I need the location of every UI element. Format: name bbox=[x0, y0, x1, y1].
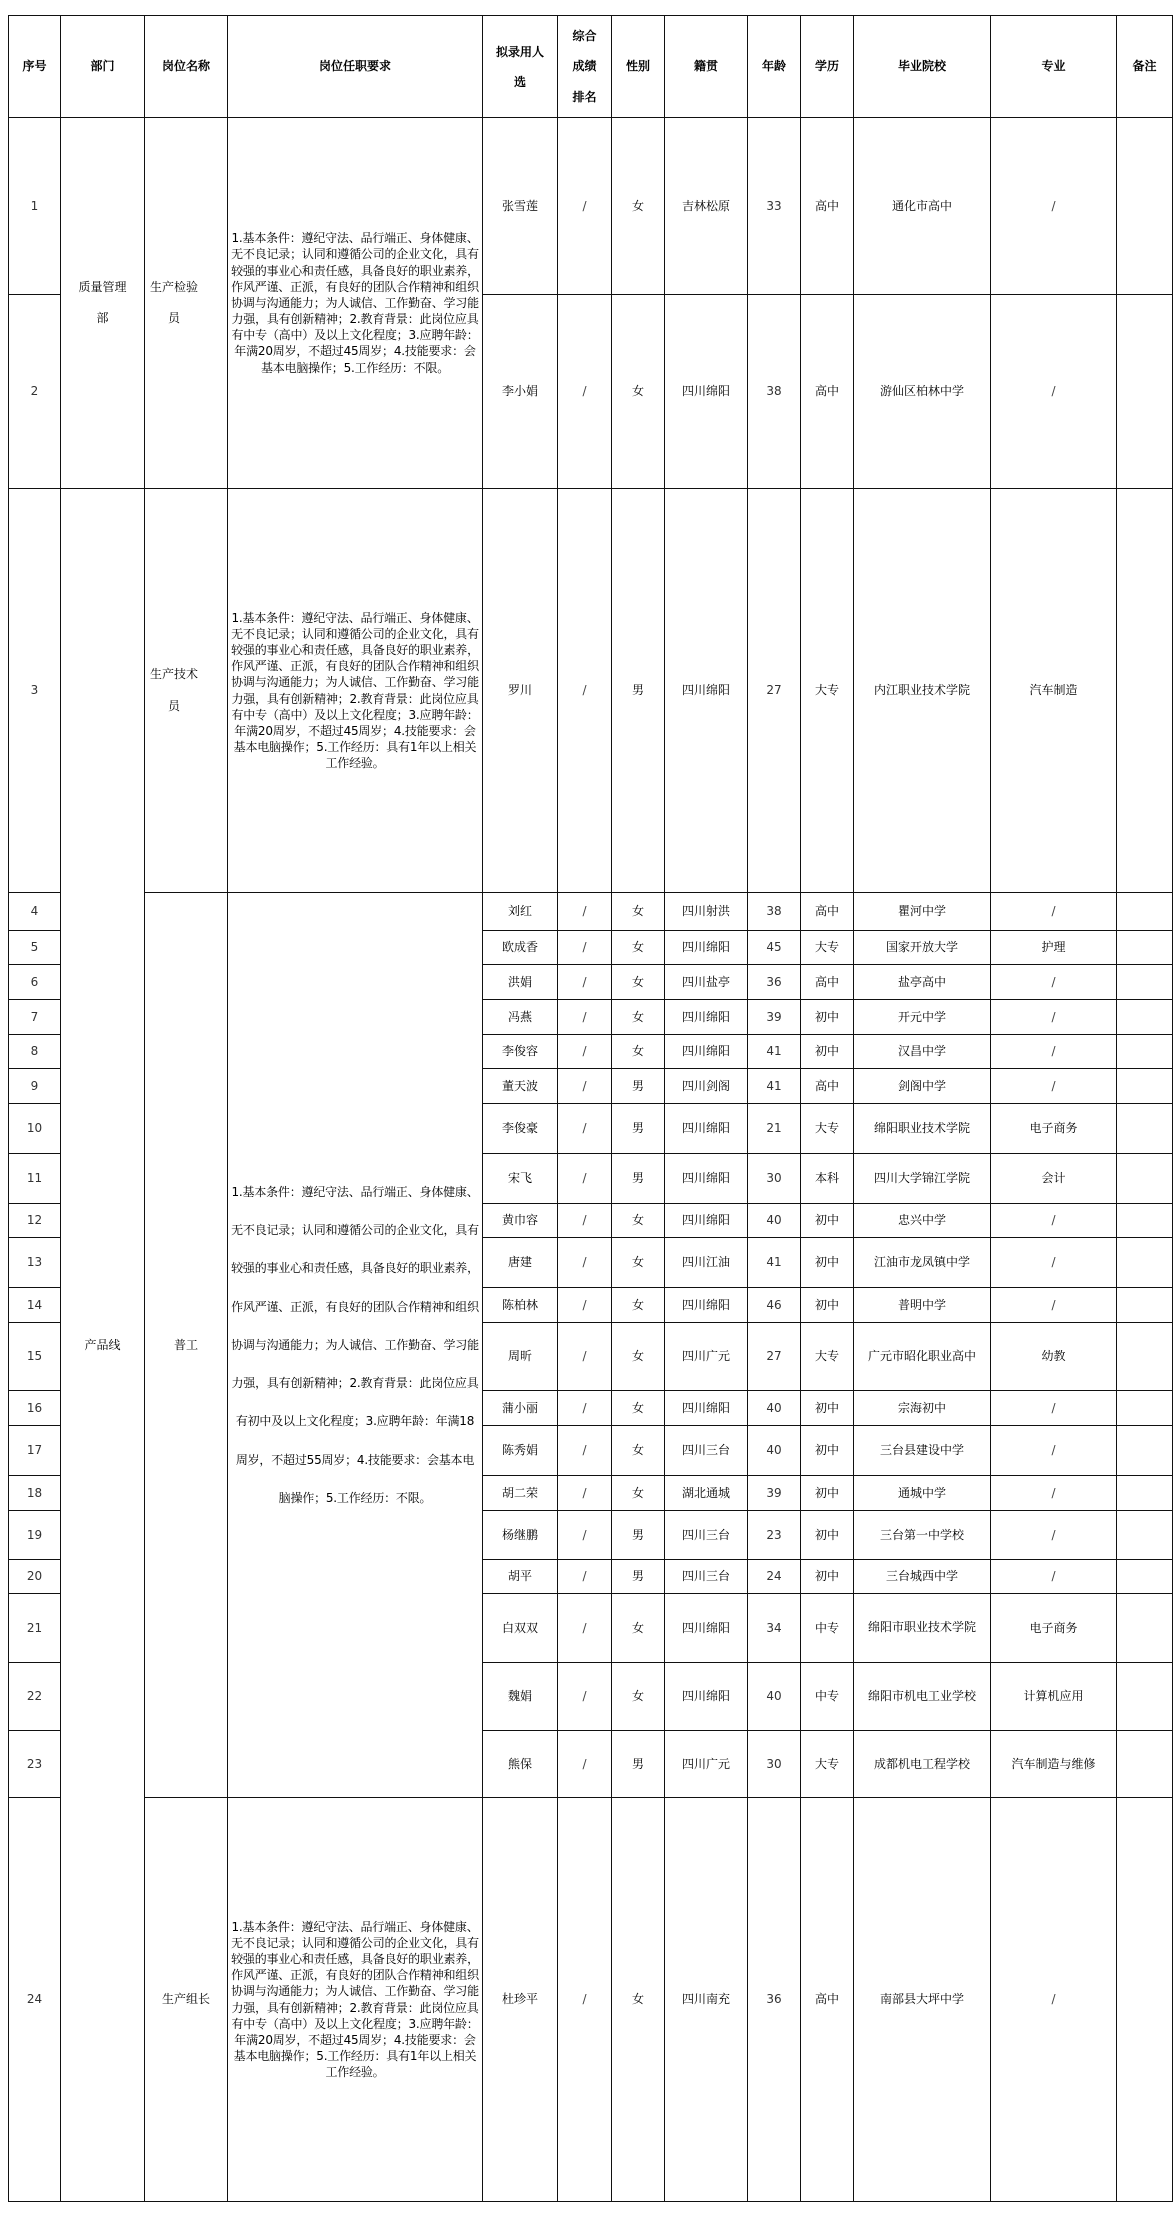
candidate-name: 洪娟 bbox=[483, 965, 558, 1000]
education-cell: 初中 bbox=[801, 1560, 854, 1594]
gender-cell: 男 bbox=[612, 489, 665, 893]
col-header-rank-line: 排名 bbox=[572, 89, 597, 104]
table-row bbox=[9, 118, 1173, 295]
rank-cell: / bbox=[558, 1594, 612, 1663]
school-cell bbox=[854, 1663, 991, 1731]
origin-cell: 四川广元 bbox=[665, 1323, 748, 1391]
seq-cell: 24 bbox=[9, 1798, 61, 2202]
candidate-name: 唐建 bbox=[483, 1238, 558, 1288]
remarks-cell bbox=[1117, 1663, 1173, 1731]
origin-cell: 四川南充 bbox=[665, 1798, 748, 2202]
origin-cell: 四川绵阳 bbox=[665, 1391, 748, 1426]
major-cell: 汽车制造 bbox=[991, 489, 1117, 893]
candidate-name: 黄巾容 bbox=[483, 1204, 558, 1238]
seq-cell: 11 bbox=[9, 1154, 61, 1204]
rank-cell: / bbox=[558, 1288, 612, 1323]
remarks-cell bbox=[1117, 118, 1173, 295]
remarks-cell bbox=[1117, 1798, 1173, 2202]
education-cell: 初中 bbox=[801, 1511, 854, 1560]
origin-cell: 四川江油 bbox=[665, 1238, 748, 1288]
col-header-education: 学历 bbox=[801, 16, 854, 118]
candidate-name: 白双双 bbox=[483, 1594, 558, 1663]
col-header-remarks: 备注 bbox=[1117, 16, 1173, 118]
age-cell: 36 bbox=[748, 965, 801, 1000]
age-cell: 33 bbox=[748, 118, 801, 295]
major-cell: / bbox=[991, 1560, 1117, 1594]
education-cell: 大专 bbox=[801, 489, 854, 893]
school-cell: 瞿河中学 bbox=[854, 893, 991, 931]
candidate-name: 周昕 bbox=[483, 1323, 558, 1391]
candidate-name: 刘红 bbox=[483, 893, 558, 931]
education-cell: 初中 bbox=[801, 1288, 854, 1323]
dept-cell-quality bbox=[61, 118, 145, 489]
origin-cell: 四川绵阳 bbox=[665, 1288, 748, 1323]
dept-label: 质量管理部 bbox=[78, 279, 127, 325]
seq-cell: 2 bbox=[9, 295, 61, 489]
rank-cell: / bbox=[558, 1663, 612, 1731]
requirements-cell-general-worker: 1.基本条件：遵纪守法、品行端正、身体健康、无不良记录；认同和遵循公司的企业文化，具有较强的事业心和责任感，具备良好的职业素养，作风严谨、正派，有良好的团队合作精神和组织协调与沟通能力；为人诚信、工作勤奋、学习能力强，具有创新精神；2.教育背景：此岗位应具有初中及以上文化程度；3.应聘年龄：年满18周岁，不超过55周岁；4.技能要求：会基本电脑操作；5.工作经历：不限。 bbox=[228, 893, 483, 1798]
remarks-cell bbox=[1117, 1560, 1173, 1594]
school-cell: 游仙区柏林中学 bbox=[854, 295, 991, 489]
age-cell: 27 bbox=[748, 1323, 801, 1391]
major-cell: 电子商务 bbox=[991, 1594, 1117, 1663]
seq-cell: 8 bbox=[9, 1035, 61, 1069]
candidate-name: 陈秀娟 bbox=[483, 1426, 558, 1476]
origin-cell: 四川广元 bbox=[665, 1731, 748, 1798]
origin-cell: 四川射洪 bbox=[665, 893, 748, 931]
col-header-major: 专业 bbox=[991, 16, 1117, 118]
hiring-roster-table bbox=[8, 15, 1173, 2202]
age-cell: 39 bbox=[748, 1476, 801, 1511]
gender-cell: 女 bbox=[612, 1476, 665, 1511]
age-cell: 36 bbox=[748, 1798, 801, 2202]
age-cell: 27 bbox=[748, 489, 801, 893]
major-cell: / bbox=[991, 1238, 1117, 1288]
position-label: 生产检验员 bbox=[149, 279, 198, 325]
seq-cell: 15 bbox=[9, 1323, 61, 1391]
age-cell: 30 bbox=[748, 1154, 801, 1204]
gender-cell: 女 bbox=[612, 1663, 665, 1731]
major-cell: / bbox=[991, 965, 1117, 1000]
age-cell: 40 bbox=[748, 1391, 801, 1426]
remarks-cell bbox=[1117, 893, 1173, 931]
age-cell: 23 bbox=[748, 1511, 801, 1560]
education-cell: 初中 bbox=[801, 1000, 854, 1035]
origin-cell: 四川绵阳 bbox=[665, 1204, 748, 1238]
rank-cell: / bbox=[558, 1426, 612, 1476]
seq-cell: 16 bbox=[9, 1391, 61, 1426]
age-cell: 40 bbox=[748, 1204, 801, 1238]
major-cell: / bbox=[991, 118, 1117, 295]
major-cell: / bbox=[991, 1511, 1117, 1560]
position-cell-team-leader: 生产组长 bbox=[145, 1798, 228, 2202]
remarks-cell bbox=[1117, 1511, 1173, 1560]
col-header-candidate bbox=[483, 16, 558, 118]
remarks-cell bbox=[1117, 489, 1173, 893]
candidate-name: 宋飞 bbox=[483, 1154, 558, 1204]
table-row bbox=[9, 893, 1173, 931]
age-cell: 41 bbox=[748, 1238, 801, 1288]
remarks-cell bbox=[1117, 931, 1173, 965]
major-cell: / bbox=[991, 1035, 1117, 1069]
candidate-name: 李俊容 bbox=[483, 1035, 558, 1069]
origin-cell: 四川绵阳 bbox=[665, 489, 748, 893]
major-cell: 护理 bbox=[991, 931, 1117, 965]
rank-cell: / bbox=[558, 1476, 612, 1511]
age-cell: 46 bbox=[748, 1288, 801, 1323]
school-cell: 成都机电工程学校 bbox=[854, 1731, 991, 1798]
seq-cell: 19 bbox=[9, 1511, 61, 1560]
gender-cell: 男 bbox=[612, 1731, 665, 1798]
gender-cell: 女 bbox=[612, 931, 665, 965]
candidate-name: 李小娟 bbox=[483, 295, 558, 489]
seq-cell: 3 bbox=[9, 489, 61, 893]
remarks-cell bbox=[1117, 1288, 1173, 1323]
col-header-origin: 籍贯 bbox=[665, 16, 748, 118]
major-cell: 会计 bbox=[991, 1154, 1117, 1204]
gender-cell: 女 bbox=[612, 1323, 665, 1391]
origin-cell: 吉林松原 bbox=[665, 118, 748, 295]
candidate-name: 蒲小丽 bbox=[483, 1391, 558, 1426]
age-cell: 45 bbox=[748, 931, 801, 965]
age-cell: 38 bbox=[748, 295, 801, 489]
gender-cell: 女 bbox=[612, 1035, 665, 1069]
education-cell: 大专 bbox=[801, 1323, 854, 1391]
remarks-cell bbox=[1117, 1154, 1173, 1204]
candidate-name: 张雪莲 bbox=[483, 118, 558, 295]
seq-cell: 9 bbox=[9, 1069, 61, 1104]
origin-cell: 四川三台 bbox=[665, 1426, 748, 1476]
position-cell-general-worker: 普工 bbox=[145, 893, 228, 1798]
education-cell: 大专 bbox=[801, 1104, 854, 1154]
education-cell: 初中 bbox=[801, 1476, 854, 1511]
school-label: 绵阳市职业技术学院 bbox=[867, 1620, 976, 1635]
candidate-name: 熊保 bbox=[483, 1731, 558, 1798]
rank-cell: / bbox=[558, 893, 612, 931]
header-row bbox=[9, 16, 1173, 118]
seq-cell: 23 bbox=[9, 1731, 61, 1798]
remarks-cell bbox=[1117, 1000, 1173, 1035]
education-cell: 高中 bbox=[801, 1069, 854, 1104]
major-cell: / bbox=[991, 1288, 1117, 1323]
gender-cell: 男 bbox=[612, 1069, 665, 1104]
rank-cell: / bbox=[558, 1798, 612, 2202]
seq-cell: 4 bbox=[9, 893, 61, 931]
major-cell: / bbox=[991, 1204, 1117, 1238]
school-cell: 南部县大坪中学 bbox=[854, 1798, 991, 2202]
origin-cell: 湖北通城 bbox=[665, 1476, 748, 1511]
remarks-cell bbox=[1117, 1476, 1173, 1511]
age-cell: 21 bbox=[748, 1104, 801, 1154]
origin-cell: 四川剑阁 bbox=[665, 1069, 748, 1104]
education-cell: 高中 bbox=[801, 893, 854, 931]
gender-cell: 女 bbox=[612, 1391, 665, 1426]
major-cell: / bbox=[991, 1069, 1117, 1104]
age-cell: 38 bbox=[748, 893, 801, 931]
school-cell: 开元中学 bbox=[854, 1000, 991, 1035]
candidate-name: 胡二荣 bbox=[483, 1476, 558, 1511]
education-cell: 高中 bbox=[801, 295, 854, 489]
school-cell: 三台县建设中学 bbox=[854, 1426, 991, 1476]
origin-cell: 四川绵阳 bbox=[665, 295, 748, 489]
major-cell: 电子商务 bbox=[991, 1104, 1117, 1154]
origin-cell: 四川盐亭 bbox=[665, 965, 748, 1000]
remarks-cell bbox=[1117, 1238, 1173, 1288]
remarks-cell bbox=[1117, 965, 1173, 1000]
school-cell: 三台第一中学校 bbox=[854, 1511, 991, 1560]
school-cell: 内江职业技术学院 bbox=[854, 489, 991, 893]
school-cell: 绵阳职业技术学院 bbox=[854, 1104, 991, 1154]
school-cell: 忠兴中学 bbox=[854, 1204, 991, 1238]
seq-cell: 21 bbox=[9, 1594, 61, 1663]
seq-cell: 10 bbox=[9, 1104, 61, 1154]
gender-cell: 女 bbox=[612, 965, 665, 1000]
rank-cell: / bbox=[558, 1204, 612, 1238]
gender-cell: 男 bbox=[612, 1154, 665, 1204]
age-cell: 24 bbox=[748, 1560, 801, 1594]
gender-cell: 女 bbox=[612, 1000, 665, 1035]
rank-cell: / bbox=[558, 1154, 612, 1204]
remarks-cell bbox=[1117, 1069, 1173, 1104]
candidate-name: 胡平 bbox=[483, 1560, 558, 1594]
seq-cell: 5 bbox=[9, 931, 61, 965]
rank-cell: / bbox=[558, 118, 612, 295]
col-header-seq: 序号 bbox=[9, 16, 61, 118]
school-cell: 剑阁中学 bbox=[854, 1069, 991, 1104]
education-cell: 中专 bbox=[801, 1594, 854, 1663]
age-cell: 40 bbox=[748, 1426, 801, 1476]
requirements-cell-technician: 1.基本条件：遵纪守法、品行端正、身体健康、无不良记录；认同和遵循公司的企业文化，具有较强的事业心和责任感，具备良好的职业素养，作风严谨、正派，有良好的团队合作精神和组织协调与沟通能力；为人诚信、工作勤奋、学习能力强，具有创新精神；2.教育背景：此岗位应具有中专（高中）及以上文化程度；3.应聘年龄：年满20周岁，不超过45周岁；4.技能要求：会基本电脑操作；5.工作经历：具有1年以上相关工作经验。 bbox=[228, 489, 483, 893]
table-row bbox=[9, 489, 1173, 893]
seq-cell: 12 bbox=[9, 1204, 61, 1238]
remarks-cell bbox=[1117, 295, 1173, 489]
seq-cell: 7 bbox=[9, 1000, 61, 1035]
gender-cell: 女 bbox=[612, 295, 665, 489]
education-cell: 高中 bbox=[801, 965, 854, 1000]
candidate-name: 罗川 bbox=[483, 489, 558, 893]
education-cell: 初中 bbox=[801, 1391, 854, 1426]
gender-cell: 女 bbox=[612, 1594, 665, 1663]
origin-cell: 四川绵阳 bbox=[665, 1000, 748, 1035]
candidate-name: 杨继鹏 bbox=[483, 1511, 558, 1560]
remarks-cell bbox=[1117, 1204, 1173, 1238]
school-cell: 四川大学锦江学院 bbox=[854, 1154, 991, 1204]
major-cell: / bbox=[991, 1798, 1117, 2202]
rank-cell: / bbox=[558, 1238, 612, 1288]
gender-cell: 男 bbox=[612, 1104, 665, 1154]
gender-cell: 女 bbox=[612, 893, 665, 931]
seq-cell: 22 bbox=[9, 1663, 61, 1731]
seq-cell: 17 bbox=[9, 1426, 61, 1476]
seq-cell: 18 bbox=[9, 1476, 61, 1511]
education-cell: 中专 bbox=[801, 1663, 854, 1731]
col-header-age: 年龄 bbox=[748, 16, 801, 118]
school-label: 绵阳市机电工业学校 bbox=[867, 1688, 976, 1703]
school-cell: 盐亭高中 bbox=[854, 965, 991, 1000]
candidate-name: 陈柏林 bbox=[483, 1288, 558, 1323]
school-cell: 普明中学 bbox=[854, 1288, 991, 1323]
age-cell: 41 bbox=[748, 1069, 801, 1104]
origin-cell: 四川绵阳 bbox=[665, 1663, 748, 1731]
school-cell: 江油市龙凤镇中学 bbox=[854, 1238, 991, 1288]
education-cell: 高中 bbox=[801, 118, 854, 295]
major-cell: / bbox=[991, 893, 1117, 931]
origin-cell: 四川绵阳 bbox=[665, 931, 748, 965]
gender-cell: 女 bbox=[612, 1798, 665, 2202]
age-cell: 41 bbox=[748, 1035, 801, 1069]
age-cell: 34 bbox=[748, 1594, 801, 1663]
remarks-cell bbox=[1117, 1035, 1173, 1069]
col-header-gender: 性别 bbox=[612, 16, 665, 118]
candidate-name: 魏娟 bbox=[483, 1663, 558, 1731]
major-cell: 计算机应用 bbox=[991, 1663, 1117, 1731]
col-header-requirements: 岗位任职要求 bbox=[228, 16, 483, 118]
origin-cell: 四川绵阳 bbox=[665, 1154, 748, 1204]
seq-cell: 6 bbox=[9, 965, 61, 1000]
origin-cell: 四川三台 bbox=[665, 1560, 748, 1594]
remarks-cell bbox=[1117, 1426, 1173, 1476]
school-cell: 国家开放大学 bbox=[854, 931, 991, 965]
col-header-position: 岗位名称 bbox=[145, 16, 228, 118]
rank-cell: / bbox=[558, 1391, 612, 1426]
education-cell: 高中 bbox=[801, 1798, 854, 2202]
major-cell: / bbox=[991, 1476, 1117, 1511]
rank-cell: / bbox=[558, 931, 612, 965]
col-header-candidate-label: 拟录用人选 bbox=[495, 44, 544, 89]
remarks-cell bbox=[1117, 1731, 1173, 1798]
requirements-cell-inspector: 1.基本条件：遵纪守法、品行端正、身体健康、无不良记录；认同和遵循公司的企业文化，具有较强的事业心和责任感，具备良好的职业素养，作风严谨、正派，有良好的团队合作精神和组织协调与沟通能力；为人诚信、工作勤奋、学习能力强，具有创新精神；2.教育背景：此岗位应具有中专（高中）及以上文化程度；3.应聘年龄：年满20周岁，不超过45周岁；4.技能要求：会基本电脑操作；5.工作经历：不限。 bbox=[228, 118, 483, 489]
rank-cell: / bbox=[558, 1035, 612, 1069]
age-cell: 40 bbox=[748, 1663, 801, 1731]
gender-cell: 女 bbox=[612, 1204, 665, 1238]
rank-cell: / bbox=[558, 1104, 612, 1154]
school-cell: 通城中学 bbox=[854, 1476, 991, 1511]
requirements-cell-team-leader: 1.基本条件：遵纪守法、品行端正、身体健康、无不良记录；认同和遵循公司的企业文化，具有较强的事业心和责任感，具备良好的职业素养，作风严谨、正派，有良好的团队合作精神和组织协调与沟通能力；为人诚信、工作勤奋、学习能力强，具有创新精神；2.教育背景：此岗位应具有中专（高中）及以上文化程度；3.应聘年龄：年满20周岁，不超过45周岁；4.技能要求：会基本电脑操作；5.工作经历：具有1年以上相关工作经验。 bbox=[228, 1798, 483, 2202]
rank-cell: / bbox=[558, 1323, 612, 1391]
major-cell: 幼教 bbox=[991, 1323, 1117, 1391]
candidate-name: 冯燕 bbox=[483, 1000, 558, 1035]
gender-cell: 女 bbox=[612, 118, 665, 295]
school-cell: 宗海初中 bbox=[854, 1391, 991, 1426]
origin-cell: 四川三台 bbox=[665, 1511, 748, 1560]
gender-cell: 男 bbox=[612, 1511, 665, 1560]
school-cell bbox=[854, 1594, 991, 1663]
candidate-name: 欧成香 bbox=[483, 931, 558, 965]
age-cell: 39 bbox=[748, 1000, 801, 1035]
school-cell: 三台城西中学 bbox=[854, 1560, 991, 1594]
major-cell: / bbox=[991, 295, 1117, 489]
age-cell: 30 bbox=[748, 1731, 801, 1798]
education-cell: 初中 bbox=[801, 1035, 854, 1069]
major-cell: / bbox=[991, 1391, 1117, 1426]
education-cell: 初中 bbox=[801, 1238, 854, 1288]
origin-cell: 四川绵阳 bbox=[665, 1594, 748, 1663]
gender-cell: 女 bbox=[612, 1238, 665, 1288]
seq-cell: 20 bbox=[9, 1560, 61, 1594]
remarks-cell bbox=[1117, 1391, 1173, 1426]
gender-cell: 女 bbox=[612, 1426, 665, 1476]
major-cell: / bbox=[991, 1000, 1117, 1035]
seq-cell: 1 bbox=[9, 118, 61, 295]
school-label: 广元市昭化职业高中 bbox=[867, 1348, 976, 1363]
rank-cell: / bbox=[558, 489, 612, 893]
col-header-rank-line: 综合 bbox=[572, 28, 597, 43]
education-cell: 初中 bbox=[801, 1204, 854, 1238]
education-cell: 大专 bbox=[801, 931, 854, 965]
education-cell: 大专 bbox=[801, 1731, 854, 1798]
col-header-rank-line: 成绩 bbox=[572, 59, 597, 74]
school-cell: 汉昌中学 bbox=[854, 1035, 991, 1069]
gender-cell: 男 bbox=[612, 1560, 665, 1594]
rank-cell: / bbox=[558, 1560, 612, 1594]
col-header-rank bbox=[558, 16, 612, 118]
origin-cell: 四川绵阳 bbox=[665, 1104, 748, 1154]
candidate-name: 杜珍平 bbox=[483, 1798, 558, 2202]
education-cell: 初中 bbox=[801, 1426, 854, 1476]
rank-cell: / bbox=[558, 1731, 612, 1798]
major-cell: 汽车制造与维修 bbox=[991, 1731, 1117, 1798]
rank-cell: / bbox=[558, 1069, 612, 1104]
seq-cell: 13 bbox=[9, 1238, 61, 1288]
remarks-cell bbox=[1117, 1594, 1173, 1663]
table-row bbox=[9, 1798, 1173, 2202]
education-cell: 本科 bbox=[801, 1154, 854, 1204]
rank-cell: / bbox=[558, 295, 612, 489]
col-header-dept: 部门 bbox=[61, 16, 145, 118]
rank-cell: / bbox=[558, 1000, 612, 1035]
remarks-cell bbox=[1117, 1323, 1173, 1391]
position-cell-inspector bbox=[145, 118, 228, 489]
seq-cell: 14 bbox=[9, 1288, 61, 1323]
gender-cell: 女 bbox=[612, 1288, 665, 1323]
candidate-name: 董天波 bbox=[483, 1069, 558, 1104]
rank-cell: / bbox=[558, 1511, 612, 1560]
school-cell: 通化市高中 bbox=[854, 118, 991, 295]
rank-cell: / bbox=[558, 965, 612, 1000]
dept-cell-production-line: 产品线 bbox=[61, 489, 145, 2202]
major-cell: / bbox=[991, 1426, 1117, 1476]
origin-cell: 四川绵阳 bbox=[665, 1035, 748, 1069]
school-cell bbox=[854, 1323, 991, 1391]
position-label: 生产技术员 bbox=[149, 667, 198, 713]
position-cell-technician bbox=[145, 489, 228, 893]
col-header-school: 毕业院校 bbox=[854, 16, 991, 118]
candidate-name: 李俊豪 bbox=[483, 1104, 558, 1154]
remarks-cell bbox=[1117, 1104, 1173, 1154]
